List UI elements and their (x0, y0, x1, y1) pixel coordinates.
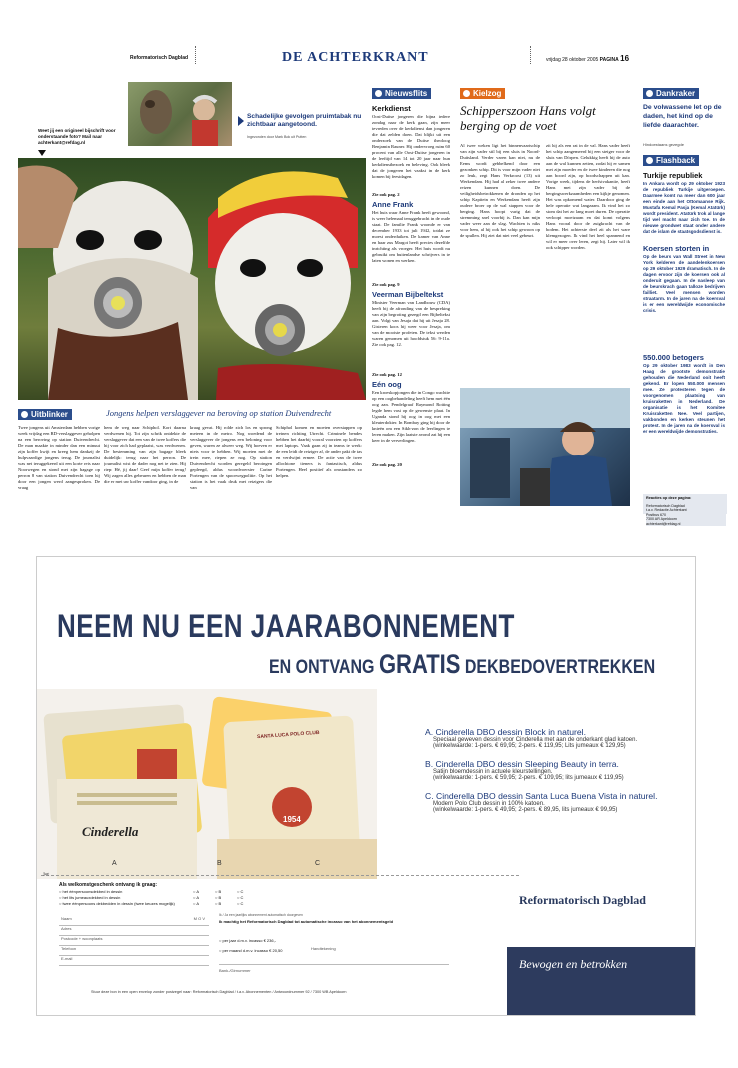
uitblinker-col-3: kraag gevat. Hij rolde zich los en sprong meteen in de metro. Nog woedend de verslaggever de jongens een beloning voor geven, waren ze alweer weg. Wij hoeven er niets voor te hebben. Wij moeten met de trein mee, riepen ze nog. Op station Duivendrecht worden geregeld beroingen gepleegd, aldus woordvoerster Carine Portengen van de spoorwegpolitie. Op het station is het vaak druk met reizigers die van (190, 425, 272, 490)
slogan-bar (507, 947, 696, 1016)
coupon-footer: Stuur deze bon in een open envelop zonder postzegel naar: Reformatorisch Dagblad / t.a.v. Abonnementen / Antwoordnummer 92 / 7300 WB Apeldoorn (91, 990, 347, 994)
coupon-title: Als welkomstgeschenk ontvang ik graag: (59, 882, 158, 888)
dankraker-tag: Dankraker (643, 88, 699, 99)
header-date: vrijdag 28 oktober 2005 PAGINA 16 (546, 54, 630, 63)
choice-b[interactable]: ○ B (215, 889, 222, 894)
reacties-line: Reformatorisch Dagblad (646, 504, 685, 508)
news-item: Kerkdienst Oost-Duitse jongeren die bijna iedere zondag naar de kerk gaan, zijn meer tevreden over de kerkdienst dan jongeren die dat zelden doen. Dat blijkt uit een onderzoek van de Duitse theoloog Benjamin Rauner. Hij ondervroeg ruim 60 procent van alle Oost-Duitse jongeren in de leeftijd van 14 tot 20 jaar naar hun kerkdienstbezoek en beleving. Ook bleek dat de jongeren het vaakst in de kerk komen bij feestdagen. Zie ook pag. 2 (372, 104, 450, 197)
label-b: B (217, 860, 222, 867)
coupon-option[interactable]: ○ het lits jumeauxdekbed in dessin (59, 895, 121, 900)
section-title: DE ACHTERKRANT (282, 50, 429, 65)
coupon-right-small: Ik / Ja een jaarlijks abonnement automatisch doorgeven (219, 913, 303, 917)
main-photo (18, 158, 366, 400)
club-year: 1954 (283, 815, 301, 824)
nieuwsflits-icon (374, 89, 383, 98)
dankraker-quote: De volwassene let op de daden, het kind op de liefde daarachter. (643, 104, 722, 129)
uitblinker-headline: Jongens helpen verslaggever na beroving op station Duivendrecht (106, 408, 332, 418)
choice-b[interactable]: ○ B (215, 895, 222, 900)
pay-option[interactable]: ○ per jaar d.m.v. incasso € 236,- (219, 938, 277, 943)
label-a: A (112, 860, 117, 867)
kielzog-tag-row (460, 88, 505, 99)
pay-options (219, 936, 283, 956)
pillows-image (37, 689, 377, 879)
uitblinker-col-1: Twee jongens uit Amsterdam hebben vorige week vrijdag een RD-verslaggever geholpen na een beroving op station Duivendrecht. De man maakte in minder dan een minuut zijn koffer kwijt en kreeg hem dankzij de hulpvaardige jongens terug. De journalist was net teruggekeerd uit een korte reis naar Noorwegen en stond met zijn bagage op perron 8 van station Duivendrecht toen hij door een jongen werd aangesproken. De vraag (18, 425, 100, 490)
uitblinker-tag-row (18, 409, 72, 420)
offer-item: B. Cinderella DBO dessin Sleeping Beauty in terra. Satijn bloemdessin in actuele kleurstellingen. (winkelwaarde: 1-pers. € 59,95; 2-pers. € 109,95; lits jumeaux € 119,95) (425, 759, 624, 781)
teaser-arrow (238, 116, 244, 126)
news-item: Anne Frank Het huis waar Anne Frank heeft gewoond, is weer helemaal teruggebracht in de oude staat. De familie Frank woonde er van december 1933 tot juli 1942, totdat ze moest onderduiken. De kamer van Anne en haar zus Margot heeft precies dezelfde inrichting als vroeger. Het huis wordt nu gebruikt om buitenlandse schrijvers in te laten wonen en werken. Zie ook pag. 9 (372, 200, 450, 287)
uitblinker-icon (20, 410, 29, 419)
uitblinker-col-4: Schiphol komen en moeten overstappen op treinen richting Utrecht. Criminele bendes hebben het daarbij vooral voorzien op koffers met laptops. Vaak gaan zij in teams te werk: de een leidt de reiziger af, de ander pakt de tas en verdwijnt ermee. De actie van de twee allochtone tieners is fantastisch, aldus Portengen. Heel positief als omstanders zo helpen. (276, 425, 362, 478)
coupon-divider (219, 964, 449, 965)
flashback-icon (645, 156, 654, 165)
bank-field[interactable]: Bank-/Girnummer (219, 968, 251, 973)
rd-logo: Reformatorisch Dagblad (519, 893, 646, 907)
dankraker-icon (645, 89, 654, 98)
postcode-field[interactable]: Postcode + woonplaats (59, 936, 209, 946)
label-c: C (315, 860, 321, 867)
offers (425, 727, 695, 813)
flashback-tag-row (643, 155, 699, 166)
flashback-tag: Flashback (643, 155, 699, 166)
reacties-line: achterkant@refdag.nl (646, 521, 681, 526)
coupon-option[interactable]: ○ het éénpersoonsdekbed in dessin (59, 889, 123, 894)
reacties-lines (646, 504, 726, 526)
offer-item: C. Cinderella DBO dessin Santa Luca Buena Vista in naturel. Modern Polo Club dessin in 100% katoen. (winkelwaarde: 1-pers. € 49,95; 2-pers. € 89,95, lits jumeaux € 99,95) (425, 791, 658, 813)
scissors-icon: ✂ (43, 870, 50, 879)
divider (530, 46, 531, 64)
name-field[interactable]: Naam M O V (59, 916, 209, 926)
signature-field[interactable]: Handtekening (311, 946, 336, 951)
ad-headline-1: NEEM NU EEN JAARABONNEMENT (57, 607, 515, 645)
coupon-fields (59, 916, 209, 966)
slogan: Bewogen en betrokken (519, 957, 628, 971)
phone-field[interactable]: Telefoon (59, 946, 209, 956)
nieuwsflits-column (372, 101, 450, 513)
teaser-headline: Schadelijke gevolgen pruimtabak nu zichtbaar aangetoond. (247, 113, 362, 128)
flashback-item: 550.000 betogers Op 29 oktober 1983 wordt in Den Haag de grootste demonstratie gehouden die Nederland ooit heeft gekend. Er lopen 550.000 mensen mee. Ze protesteren tegen de voorgenomen plaatsing van kruisraketten in Nederland. De organisatie is het Komitee Kruisraketten Nee. Veel partijen, vakbonden en kerken steunen het protest. In de jaren na de koersval is er een wereldwijde demonstraties. (643, 353, 725, 434)
coupon-choice-grid (193, 889, 259, 907)
masthead-paper: Reformatorisch Dagblad (130, 55, 189, 61)
email-field[interactable]: E-mail (59, 956, 209, 966)
address-field[interactable]: Adres (59, 926, 209, 936)
choice-c[interactable]: ○ C (237, 901, 244, 906)
nieuwsflits-tag-row (372, 88, 431, 99)
club-text: SANTA LUCA POLO CLUB (256, 729, 320, 741)
dankraker-tag-row (643, 88, 699, 99)
divider (195, 46, 196, 64)
kielzog-col-1: Al twee weken ligt het binnenvaartschip van zijn vader stil bij een sluis in Noord-Duitsland. Verder varen kan niet, nu de Eems wordt gebbelkend door een gezonken schip. Dit is voor mijn vader niet zo leuk, zegt Hans Verkroost (13) uit Werkendam. Hij had al zeker twee andere reizen kunnen doen. De veiligheidsbetrokkenen de dronden op het schip Kapitein en Werkendam heeft zijn oudere broer op de wal stappen voor de berging. Hans hoopt vurig dat de stremming snel voorbij is. Dan kan mijn vader weer aan de slag. Wachten is niks voor hem, al hij ook het schip gewoon op de spullen. Hij ziet dat niet veel gebeurt. (460, 143, 540, 238)
teaser-credit: Ingezonden door Mark Bok uit Putten (247, 135, 307, 139)
coupon-right-note: Ik machtig het Reformatorisch Dagblad tot automatische incasso van het abonnementsgeld (219, 919, 394, 924)
flashback-item: Turkije republiek In Ankara wordt op 29 oktober 1923 de republiek Turkije uitgeroepen. Daarmee komt na meer dan 600 jaar een einde aan het Ottomaanse Rijk. Mustafa Kemal Pasja (Kemal Atatürk) wordt president. Atatürk trok al lange tijd wel macht naar zich toe. In de nieuwe grondwet staat onder andere dat de islam de staatsgodsdienst is. (643, 171, 725, 234)
advertisement (36, 556, 696, 1016)
brand-cinderella: Cinderella (82, 824, 139, 839)
coupon (41, 870, 519, 1013)
flashback-item: Koersen storten in Op de beurs van Wall Street in New York kelderen de aandelenkoersen op 29 oktober 1929 dramatisch. In de dagen ervoor zijn de koersen ook al onderuit gegaan. In de nasleep van de beurskrach gaan talloze bedrijven failliet. Veel mensen worden straatarm. In de jaren na de koersval is er een wereldwijde economische crisis. (643, 244, 725, 313)
photo-note: Weet jij een origineel bijschrift voor onderstaande foto? Mail naar achterkant@refdag.nl (38, 128, 116, 145)
pointer-triangle (38, 150, 46, 156)
kielzog-headline: Schipperszoon Hans volgt berging op de voet (460, 103, 596, 133)
choice-a[interactable]: ○ A (193, 901, 199, 906)
reacties-title: Reacties op deze pagina: (646, 496, 692, 500)
choice-c[interactable]: ○ C (237, 889, 244, 894)
kielzog-col-2: zit hij als een rat in de val. Hans vader heeft het schip aangemeerd bij een steiger voor de sluis van Dörpen. Gelukkig heeft hij de auto aan de wal kunnen zetten, zodat hij er samen met zijn moeder en de twee kinderen die nog aan boord zijn, op boodschappen uit kan. Vorige week, tijdens de herfstvakantie, heeft Hans met zijn vader bij de bergingswerkzaamheden een kijkje genomen. Het was opkomend water. Daardoor ging de hele operatie wat langzaam. Ik vind het zo stom dat het zo lang moet duren. De operatie verloopt moeizaam en dat komt volgens Hans vooral door de zuigkracht van de bodem. Het achterste deel zit als het ware klemgezogen. Ik vind het heel spannend en wil er meer over leren, zegt hij. Later wil ik ook schipper worden. (546, 143, 630, 250)
kielzog-icon (462, 89, 471, 98)
kielzog-photo (460, 388, 630, 506)
choice-b[interactable]: ○ B (215, 901, 222, 906)
dankraker-source: Hindoestaans gezegde (643, 142, 684, 147)
uitblinker-col-2: hem de weg naar Schiphol. Kort daarna verdwenen hij. Tot zijn schrik ontdekte de verslaggever dat een van de twee koffers die hij voor zich had geplaatst, was verdwenen. De bestemming van zijn bagage bleek duidelijk: terug naar het perron. De journalist wist de dader nog net te zien. Hij riep: Hé, jij daar! Geef mijn koffer terug! Wij zagen alles gebeuren en hebben de man die er met uw koffer vandoor ging, in de (104, 425, 186, 484)
choice-a[interactable]: ○ A (193, 895, 199, 900)
coupon-options (59, 889, 175, 907)
uitblinker-tag: Uitblinker (18, 409, 72, 420)
reacties-line: Postbus 670 (646, 512, 666, 517)
kielzog-tag: Kielzog (460, 88, 505, 99)
reacties-line: t.a.v. Redactie Achterkant (646, 508, 687, 513)
choice-a[interactable]: ○ A (193, 889, 199, 894)
news-item: Veerman Bijbeltekst Minister Veerman van Landbouw (CDA) heeft bij de afronding van de bespreking van zijn begroting gezegd een Bijbeltekst aan. Volgt van Jesaja dat hij uit Jesaja 28. Gisteren koos hij weer voor Jesaja, om van de mooiste profeten. De tekst werden waren genomen uit hoofdstuk 56: 9-11a. Zie ook pag. 12. Zie ook pag. 12 (372, 290, 450, 377)
news-item: Eén oog Een kroeskopjongen die in Congo wachtte op een oogbehandeling heeft hem met één oog aan. Pendelgraaf Raymond Rotting legde hem vast op de gewenste plaat. In Uganda stond hij oog in oog met een kleuterdokter. In Bombay ging hij door de knieën om een Sikh-zon de leerlingen te leren maken. Zijn laatste avond zat hij een keer in de ververlingen. Zie ook pag. 20 (372, 380, 450, 467)
reacties-line: 7300 AR Apeldoorn (646, 517, 677, 522)
coupon-option[interactable]: ○ twee éénpersoons dekbedden in dessin (twee keuzes mogelijk) (59, 901, 175, 906)
teaser-photo (128, 82, 232, 146)
offer-item: A. Cinderella DBO dessin Block in naturel. Speciaal geweven dessin voor Cinderella met aan de onderkant glad katoen. (winkelwaarde: 1-pers. € 69,95; 2-pers. € 119,95; Lits jumeaux € 129,95) (425, 727, 638, 749)
nieuwsflits-tag: Nieuwsflits (372, 88, 431, 99)
choice-c[interactable]: ○ C (237, 895, 244, 900)
ad-headline-2: EN ONTVANG GRATIS DEKBEDOVERTREKKEN (269, 649, 656, 679)
pay-option[interactable]: ○ per maand d.m.v. incasso € 20,50 (219, 948, 283, 953)
flashback-column (643, 168, 725, 490)
